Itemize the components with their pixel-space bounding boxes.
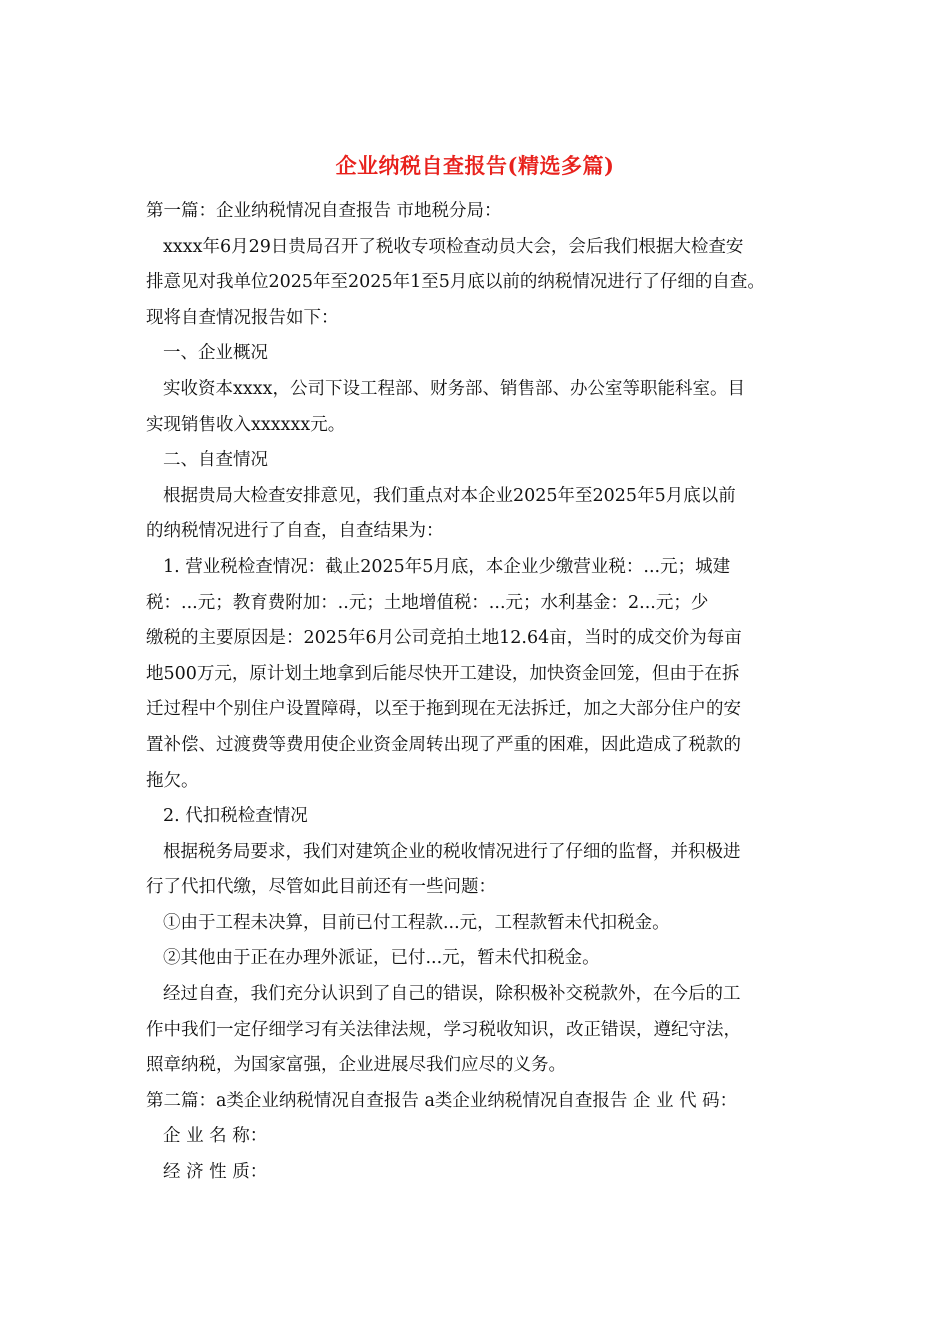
paragraph-line: 的纳税情况进行了自查，自查结果为： bbox=[146, 521, 444, 542]
paragraph-line: 迁过程中个别住户设置障碍，以至于拖到现在无法拆迁，加之大部分住户的安 bbox=[146, 699, 741, 720]
paragraph-line: 实现销售收入xxxxxx元。 bbox=[146, 414, 346, 435]
form-field-economic-nature: 经 济 性 质： bbox=[163, 1162, 268, 1183]
paragraph-line: 税：...元；教育费附加：..元；土地增值税：...元；水利基金：2...元；少 bbox=[146, 592, 709, 613]
paragraph-line: 照章纳税，为国家富强，企业进展尽我们应尽的义务。 bbox=[146, 1055, 566, 1076]
paragraph-line: 缴税的主要原因是：2025年6月公司竞拍土地12.64亩，当时的成交价为每亩 bbox=[146, 628, 742, 649]
paragraph-line: 行了代扣代缴，尽管如此目前还有一些问题： bbox=[146, 877, 496, 898]
paragraph-line: 根据税务局要求，我们对建筑企业的税收情况进行了仔细的监督，并积极进 bbox=[163, 841, 741, 862]
document-body bbox=[146, 194, 818, 1191]
list-item-circled-2: ②其他由于正在办理外派证，已付...元，暂未代扣税金。 bbox=[163, 948, 600, 969]
paragraph-line: xxxx年6月29日贵局召开了税收专项检查动员大会，会后我们根据大检查安 bbox=[163, 236, 744, 257]
subheading-company-overview: 一、企业概况 bbox=[163, 343, 268, 364]
paragraph-line: 置补偿、过渡费等费用使企业资金周转出现了严重的困难，因此造成了税款的 bbox=[146, 734, 741, 755]
list-item-circled-1: ①由于工程未决算，目前已付工程款...元，工程款暂未代扣税金。 bbox=[163, 912, 670, 933]
paragraph-line: 地500万元，原计划土地拿到后能尽快开工建设，加快资金回笼，但由于在拆 bbox=[146, 663, 740, 684]
document-title: 企业纳税自查报告(精选多篇) bbox=[335, 153, 615, 178]
subheading-self-inspection: 二、自查情况 bbox=[163, 450, 268, 471]
paragraph-line: 经过自查，我们充分认识到了自己的错误，除积极补交税款外，在今后的工 bbox=[163, 984, 741, 1005]
form-field-company-name: 企 业 名 称： bbox=[163, 1126, 268, 1147]
list-item-withholding-tax: 2. 代扣税检查情况 bbox=[163, 806, 308, 827]
paragraph-line: 排意见对我单位2025年至2025年1至5月底以前的纳税情况进行了仔细的自查。 bbox=[146, 272, 765, 293]
paragraph-line: 实收资本xxxx，公司下设工程部、财务部、销售部、办公室等职能科室。目 bbox=[163, 378, 745, 399]
paragraph-line: 拖欠。 bbox=[146, 770, 199, 791]
section-heading-part-one: 第一篇：企业纳税情况自查报告 市地税分局： bbox=[146, 201, 502, 221]
list-item-business-tax: 1. 营业税检查情况：截止2025年5月底，本企业少缴营业税：...元；城建 bbox=[163, 556, 731, 577]
section-heading-part-two: 第二篇：a类企业纳税情况自查报告 a类企业纳税情况自查报告 企 业 代 码： bbox=[146, 1090, 738, 1111]
paragraph-line: 现将自查情况报告如下： bbox=[146, 307, 339, 328]
paragraph-line: 作中我们一定仔细学习有关法律法规，学习税收知识，改正错误，遵纪守法， bbox=[146, 1019, 741, 1040]
paragraph-line: 根据贵局大检查安排意见，我们重点对本企业2025年至2025年5月底以前 bbox=[163, 485, 736, 506]
